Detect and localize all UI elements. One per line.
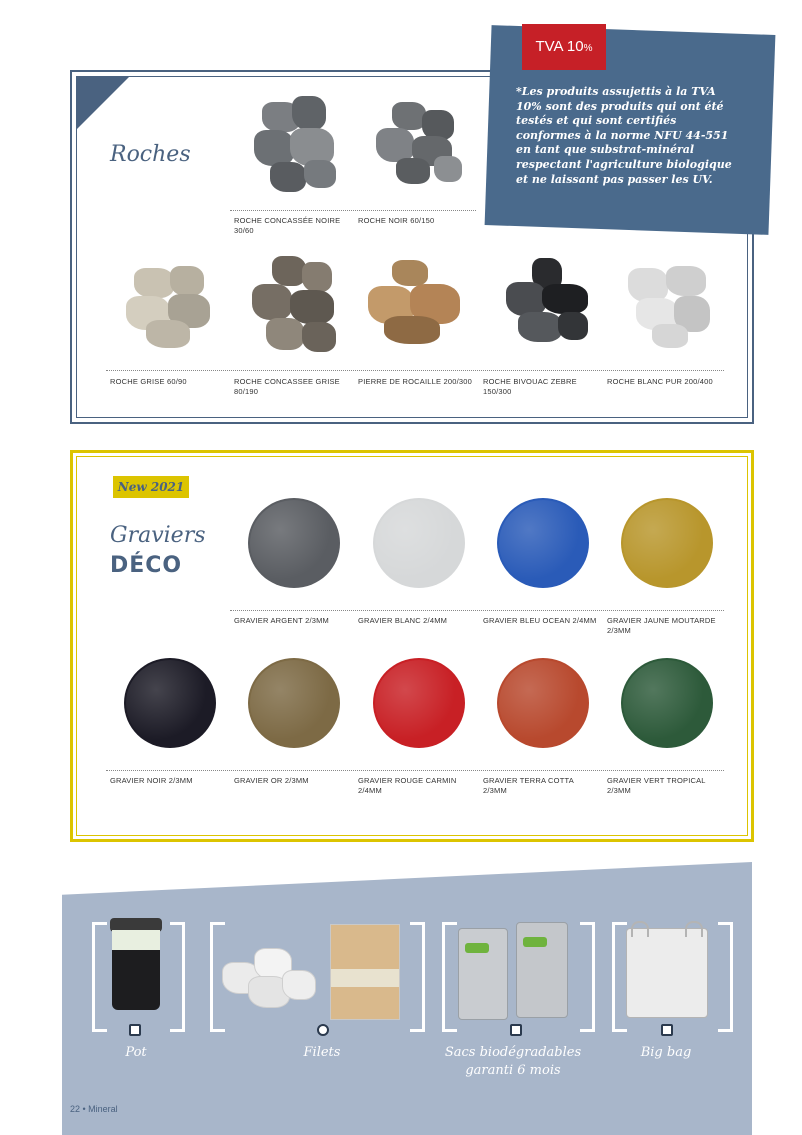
product-label: ROCHE CONCASSEE GRISE 80/190 xyxy=(234,377,340,396)
new-badge: New 2021 xyxy=(113,476,189,498)
big-bag-icon xyxy=(661,1024,673,1036)
pack-label: Sacs biodégradables garanti 6 mois xyxy=(444,1045,582,1078)
gravel-swatch xyxy=(497,498,589,588)
row-divider xyxy=(106,770,724,771)
bracket xyxy=(442,922,457,1032)
product-label: PIERRE DE ROCAILLE 200/300 xyxy=(358,377,473,386)
tva-tag-percent: % xyxy=(583,43,593,54)
pack-label: Filets xyxy=(303,1045,341,1060)
product-label: ROCHE CONCASSÉE NOIRE 30/60 xyxy=(234,216,341,235)
graviers-title: Graviers xyxy=(110,523,206,548)
gravel-swatch xyxy=(373,658,465,748)
product-label: GRAVIER OR 2/3MM xyxy=(234,776,309,785)
rock-image-rocaille xyxy=(366,258,466,348)
graviers-subtitle: DÉCO xyxy=(110,553,183,578)
bag-image xyxy=(516,922,568,1018)
rock-image-grise xyxy=(124,262,220,350)
row-divider xyxy=(230,210,476,211)
bag-image xyxy=(458,928,508,1020)
rock-image-concassee-grise xyxy=(248,254,344,358)
gravel-swatch xyxy=(124,658,216,748)
product-label: ROCHE NOIR 60/150 xyxy=(358,216,435,225)
product-label: GRAVIER ARGENT 2/3MM xyxy=(234,616,329,625)
product-label: ROCHE GRISE 60/90 xyxy=(110,377,187,386)
gravel-swatch xyxy=(621,498,713,588)
big-bag-image xyxy=(626,928,708,1018)
tva-tag xyxy=(522,24,606,70)
bracket xyxy=(718,922,733,1032)
pot-image xyxy=(108,918,164,1012)
row-divider xyxy=(106,370,724,371)
product-label: ROCHE BLANC PUR 200/400 xyxy=(607,377,713,386)
bracket xyxy=(580,922,595,1032)
bracket xyxy=(92,922,107,1032)
tva-tag-text: TVA 10 xyxy=(535,38,584,55)
product-label: ROCHE BIVOUAC ZEBRE 150/300 xyxy=(483,377,577,396)
roches-title: Roches xyxy=(110,142,191,167)
bracket xyxy=(612,922,627,1032)
corner-decoration xyxy=(76,76,130,130)
gravel-swatch xyxy=(621,658,713,748)
page-footer: 22 • Mineral xyxy=(70,1104,118,1114)
tva-note: *Les produits assujettis à la TVA 10% sont des produits qui ont été testés et qui sont certifiés conformes à la norme NFU 44-551 en tant que substrat-minéral respectant l'agriculture biologique et ne laissant pas passer les UV. xyxy=(516,85,732,186)
rock-image-bivouac-zebre xyxy=(498,256,596,348)
pack-label: Big bag xyxy=(640,1045,692,1060)
rock-image-noir xyxy=(372,98,468,190)
pack-label: Pot xyxy=(125,1045,147,1060)
bag-icon xyxy=(510,1024,522,1036)
product-label: GRAVIER ROUGE CARMIN 2/4MM xyxy=(358,776,457,795)
rock-image-blanc-pur xyxy=(622,262,716,350)
gravel-swatch xyxy=(373,498,465,588)
gravel-swatch xyxy=(248,658,340,748)
product-label: GRAVIER VERT TROPICAL 2/3MM xyxy=(607,776,706,795)
product-label: GRAVIER NOIR 2/3MM xyxy=(110,776,193,785)
net-bag-image xyxy=(330,924,400,1020)
product-label: GRAVIER BLANC 2/4MM xyxy=(358,616,448,625)
net-image xyxy=(218,942,316,1008)
product-label: GRAVIER TERRA COTTA 2/3MM xyxy=(483,776,574,795)
product-label: GRAVIER JAUNE MOUTARDE 2/3MM xyxy=(607,616,716,635)
bracket xyxy=(410,922,425,1032)
rock-image-noire-concassee xyxy=(248,94,348,202)
net-icon xyxy=(317,1024,329,1036)
pot-icon xyxy=(129,1024,141,1036)
gravel-swatch xyxy=(497,658,589,748)
gravel-swatch xyxy=(248,498,340,588)
bracket xyxy=(170,922,185,1032)
row-divider xyxy=(230,610,724,611)
product-label: GRAVIER BLEU OCEAN 2/4MM xyxy=(483,616,597,625)
